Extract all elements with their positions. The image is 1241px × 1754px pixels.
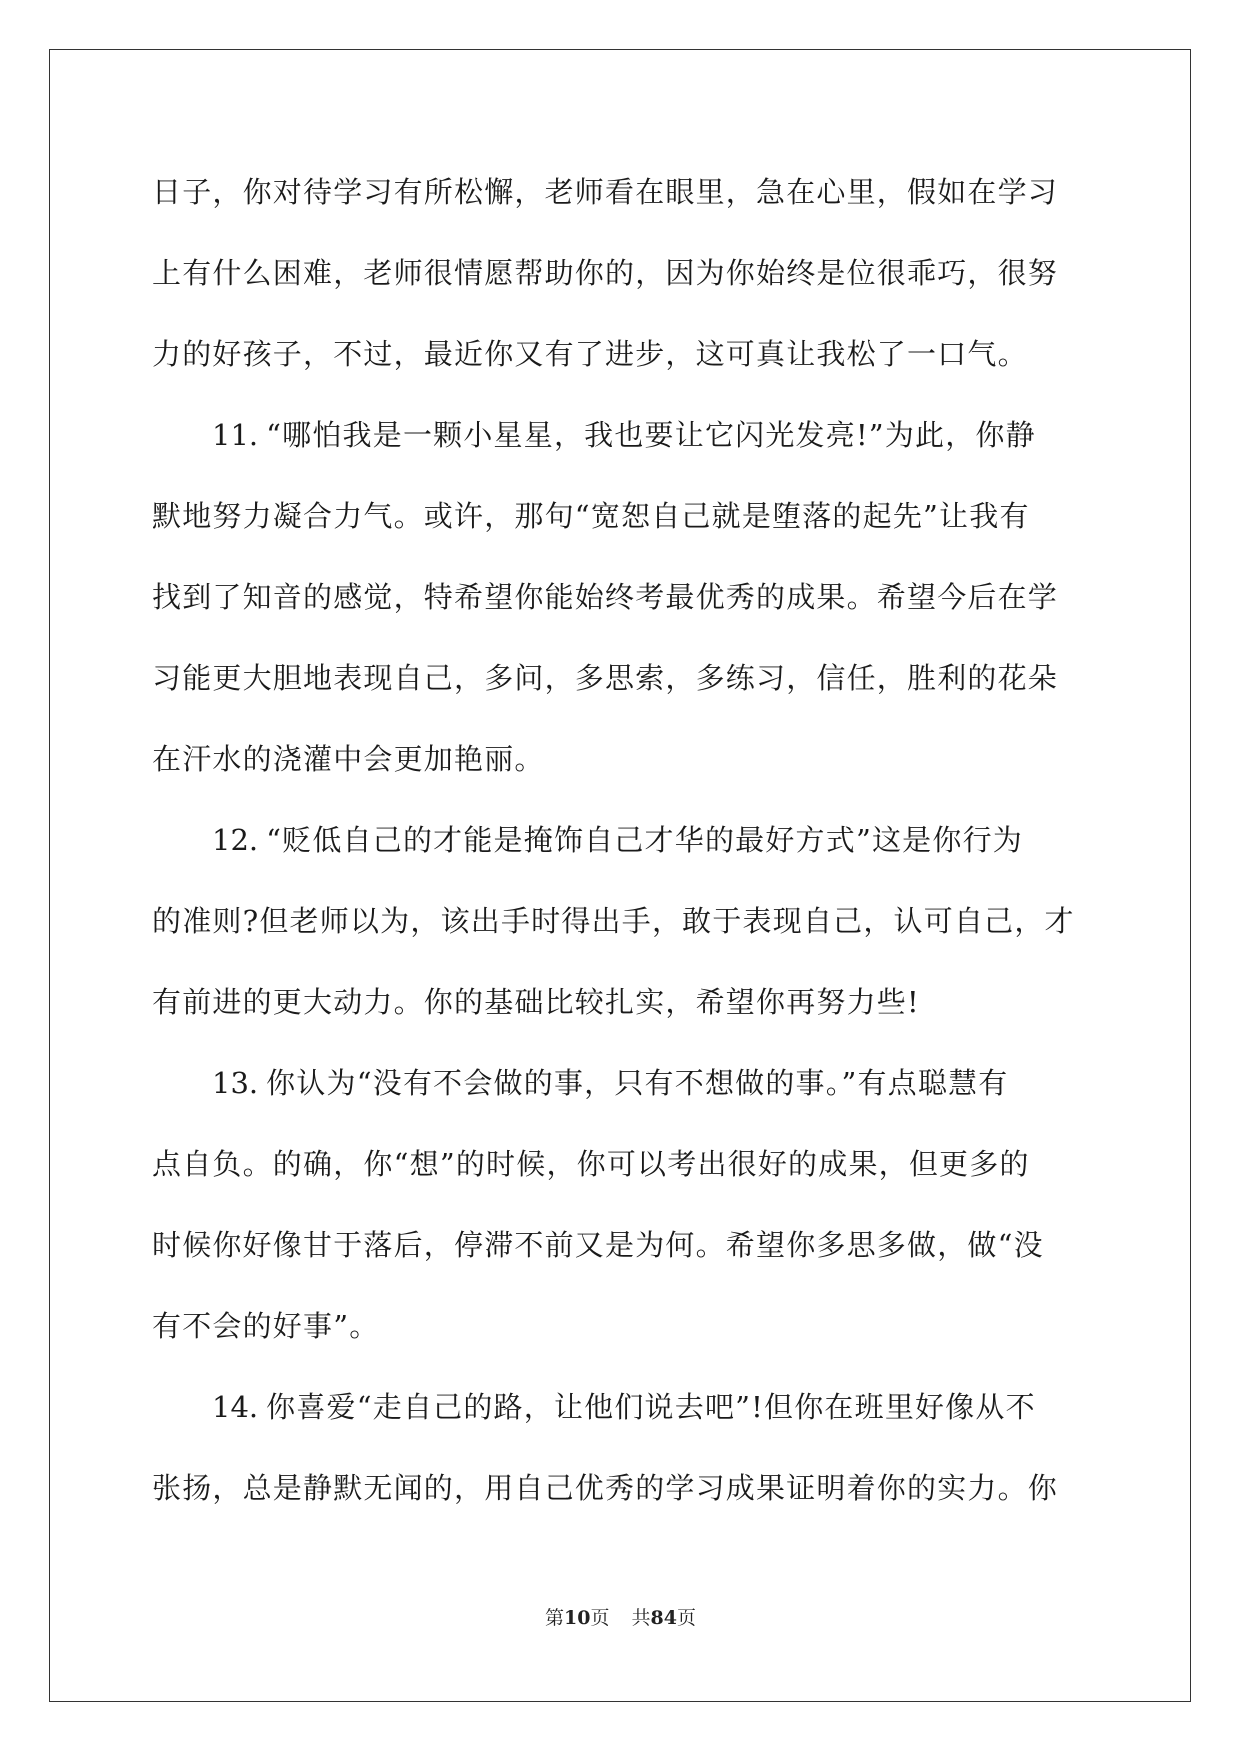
text-line: 时候你好像甘于落后，停滞不前又是为何。希望你多思多做，做“没 bbox=[152, 1228, 1044, 1262]
text-line: 习能更大胆地表现自己，多问，多思索，多练习，信任，胜利的花朵 bbox=[152, 661, 1059, 695]
page-label-suffix: 页 bbox=[590, 1607, 610, 1629]
page-footer bbox=[0, 1606, 1241, 1630]
paragraph-13-first-line bbox=[152, 1043, 1088, 1124]
text-line: 默地努力凝合力气。或许，那句“宽恕自己就是堕落的起先”让我有 bbox=[152, 499, 1030, 533]
text-line: 在汗水的浇灌中会更加艳丽。 bbox=[152, 742, 545, 776]
text-line: 有前进的更大动力。你的基础比较扎实，希望你再努力些! bbox=[152, 985, 920, 1019]
item-number: 13. bbox=[212, 1066, 259, 1100]
text-line: “哪怕我是一颗小星星，我也要让它闪光发亮!”为此，你静 bbox=[266, 418, 1036, 452]
text-line: 力的好孩子，不过，最近你又有了进步，这可真让我松了一口气。 bbox=[152, 337, 1028, 371]
page-label-prefix: 第 bbox=[545, 1607, 565, 1629]
text-line: 日子，你对待学习有所松懈，老师看在眼里，急在心里，假如在学习 bbox=[152, 175, 1059, 209]
text-line: 上有什么困难，老师很情愿帮助你的，因为你始终是位很乖巧，很努 bbox=[152, 256, 1059, 290]
document-body bbox=[152, 152, 1088, 1529]
text-line: 的准则?但老师以为，该出手时得出手，敢于表现自己，认可自己，才 bbox=[152, 904, 1075, 938]
current-page-number: 10 bbox=[564, 1607, 591, 1629]
text-line: 你喜爱“走自己的路，让他们说去吧”!但你在班里好像从不 bbox=[266, 1390, 1036, 1424]
text-line: 有不会的好事”。 bbox=[152, 1309, 380, 1343]
text-line: “贬低自己的才能是掩饰自己才华的最好方式”这是你行为 bbox=[266, 823, 1023, 857]
text-line: 张扬，总是静默无闻的，用自己优秀的学习成果证明着你的实力。你 bbox=[152, 1471, 1059, 1505]
total-label-prefix: 共 bbox=[631, 1607, 651, 1629]
item-number: 14. bbox=[212, 1390, 259, 1424]
paragraph-12-first-line bbox=[152, 800, 1088, 881]
text-line: 点自负。的确，你“想”的时候，你可以考出很好的成果，但更多的 bbox=[152, 1147, 1030, 1181]
total-label-suffix: 页 bbox=[676, 1607, 696, 1629]
paragraph-14-first-line bbox=[152, 1367, 1088, 1448]
total-page-count: 84 bbox=[650, 1607, 677, 1629]
text-line: 你认为“没有不会做的事，只有不想做的事。”有点聪慧有 bbox=[266, 1066, 1009, 1100]
item-number: 12. bbox=[212, 823, 259, 857]
paragraph-11-first-line bbox=[152, 395, 1088, 476]
item-number: 11. bbox=[212, 418, 259, 452]
text-line: 找到了知音的感觉，特希望你能始终考最优秀的成果。希望今后在学 bbox=[152, 580, 1059, 614]
